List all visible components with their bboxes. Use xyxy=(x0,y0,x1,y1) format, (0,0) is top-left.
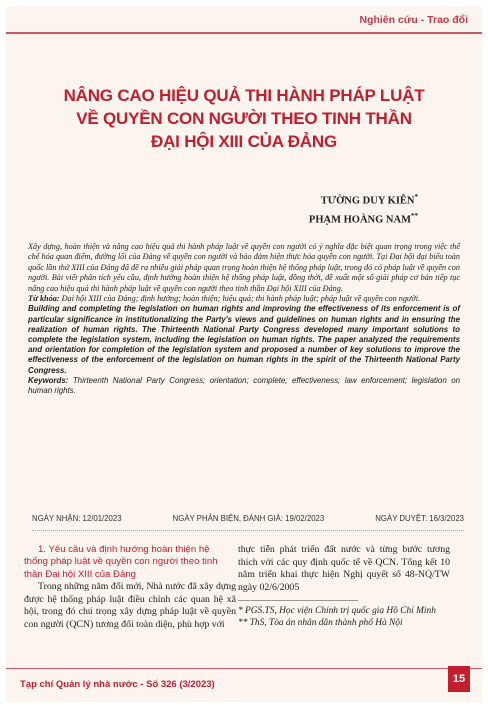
journal-name: Tạp chí Quản lý nhà nước - Số 326 (3/2023) xyxy=(20,679,215,690)
section-heading: 1. Yêu cầu và định hướng hoàn thiện hệ thống pháp luật về quyền con người theo tinh thần Đại hội XIII của Đảng xyxy=(24,544,218,580)
keywords-vi-text: Đại hội XIII của Đảng; định hướng; hoàn thiện; hiệu quả; thi hành pháp luật; pháp luật về quyền con người. xyxy=(61,294,421,304)
body-paragraph-right: thực tiễn phát triển đất nước và từng bước tương thích với các quy định quốc tế về QCN. Tổng kết 10 năm triển khai thực hiện Nghị quyết số 48-NQ/TW ngày 02/6/2005 xyxy=(238,544,450,593)
abstract-block xyxy=(28,242,460,396)
section-label: Nghiên cứu - Trao đổi xyxy=(359,14,468,26)
received-date: NGÀY NHẬN: 12/01/2023 xyxy=(32,514,122,523)
keywords-label-vi: Từ khóa: xyxy=(28,294,60,304)
date-divider xyxy=(32,530,464,532)
author-2 xyxy=(309,209,418,228)
body-column-left xyxy=(24,544,236,632)
abstract-vietnamese: Xây dựng, hoàn thiện và nâng cao hiệu quả thi hành pháp luật về quyền con người có ý nghĩa đặc biệt quan trọng trong việc thể chế hóa quan điểm, đường lối của Đảng về quyền con người và bảo đảm hiện thực hóa quyền con người. Tại Đại hội đại biểu toàn quốc lần thứ XIII của Đảng đã đề ra nhiều giải pháp quan trọng hoàn thiện hệ thống pháp luật, trong đó có pháp luật về quyền con người. Bài viết phân tích yêu cầu, định hướng hoàn thiện hệ thống pháp luật, đồng thời, đề xuất một số giải pháp cơ bản tiếp tục nâng cao hiệu quả thi hành pháp luật về quyền con người theo tinh thần Đại hội XIII của Đảng. xyxy=(28,242,460,293)
abstract-english: Building and completing the legislation on human rights and improving the effectiveness of its enforcement is of particular significance in institutionalizing the Party's views and guidelines on human rights and in ensuring the realization of human rights. The Thirteenth National Party Congress developed many important solutions to complete the legislation system, including the legislation on human rights. The paper analyzed the requirements and orientation for completion of the legislation system and proposed a number of key solutions to improve the effectiveness of the enforcement of the legislation on human rights in the spirit of the Thirteenth National Party Congress. xyxy=(28,304,460,375)
body-paragraph-left: Trong những năm đổi mới, Nhà nước đã xây dựng được hệ thống pháp luật điều chỉnh các quan hệ xã hội, trong đó chú trọng xây dựng pháp luật về quyền con người (QCN) tương đối toàn diện, phù hợp với xyxy=(24,581,236,630)
footnote-2: ** ThS, Tòa án nhân dân thành phố Hà Nội xyxy=(238,618,403,629)
author-2-mark: ** xyxy=(411,211,418,220)
keywords-en-text: Thirteenth National Party Congress; orientation; complete; effectiveness; law enforcement; legislation on human rights. xyxy=(28,375,460,396)
keywords-english xyxy=(28,376,460,396)
review-date: NGÀY PHẢN BIỆN, ĐÁNH GIÁ: 19/02/2023 xyxy=(172,514,325,523)
article-title xyxy=(26,84,462,153)
footer-divider xyxy=(6,668,482,669)
date-line xyxy=(32,514,464,523)
accepted-date: NGÀY DUYỆT: 16/3/2023 xyxy=(375,514,464,523)
author-list xyxy=(309,190,418,227)
header-divider xyxy=(6,32,482,34)
page-number: 15 xyxy=(448,666,470,692)
author-1-mark: * xyxy=(414,193,418,201)
keywords-vietnamese xyxy=(28,294,460,304)
title-line-2: VỀ QUYỀN CON NGƯỜI THEO TINH THẦN xyxy=(76,109,412,128)
title-line-1: NÂNG CAO HIỆU QUẢ THI HÀNH PHÁP LUẬT xyxy=(63,86,425,105)
body-column-right xyxy=(238,544,450,629)
footnote-1: * PGS.TS, Học viện Chính trị quốc gia Hồ Chí Minh xyxy=(238,606,436,617)
footnote-divider xyxy=(238,600,358,601)
author-2-name: PHẠM HOÀNG NAM xyxy=(308,214,411,225)
author-1-name: TƯỜNG DUY KIÊN xyxy=(320,195,415,207)
author-1 xyxy=(309,190,418,209)
keywords-label-en: Keywords: xyxy=(28,375,69,385)
journal-page xyxy=(6,6,482,702)
title-line-3: ĐẠI HỘI XIII CỦA ĐẢNG xyxy=(151,132,337,151)
